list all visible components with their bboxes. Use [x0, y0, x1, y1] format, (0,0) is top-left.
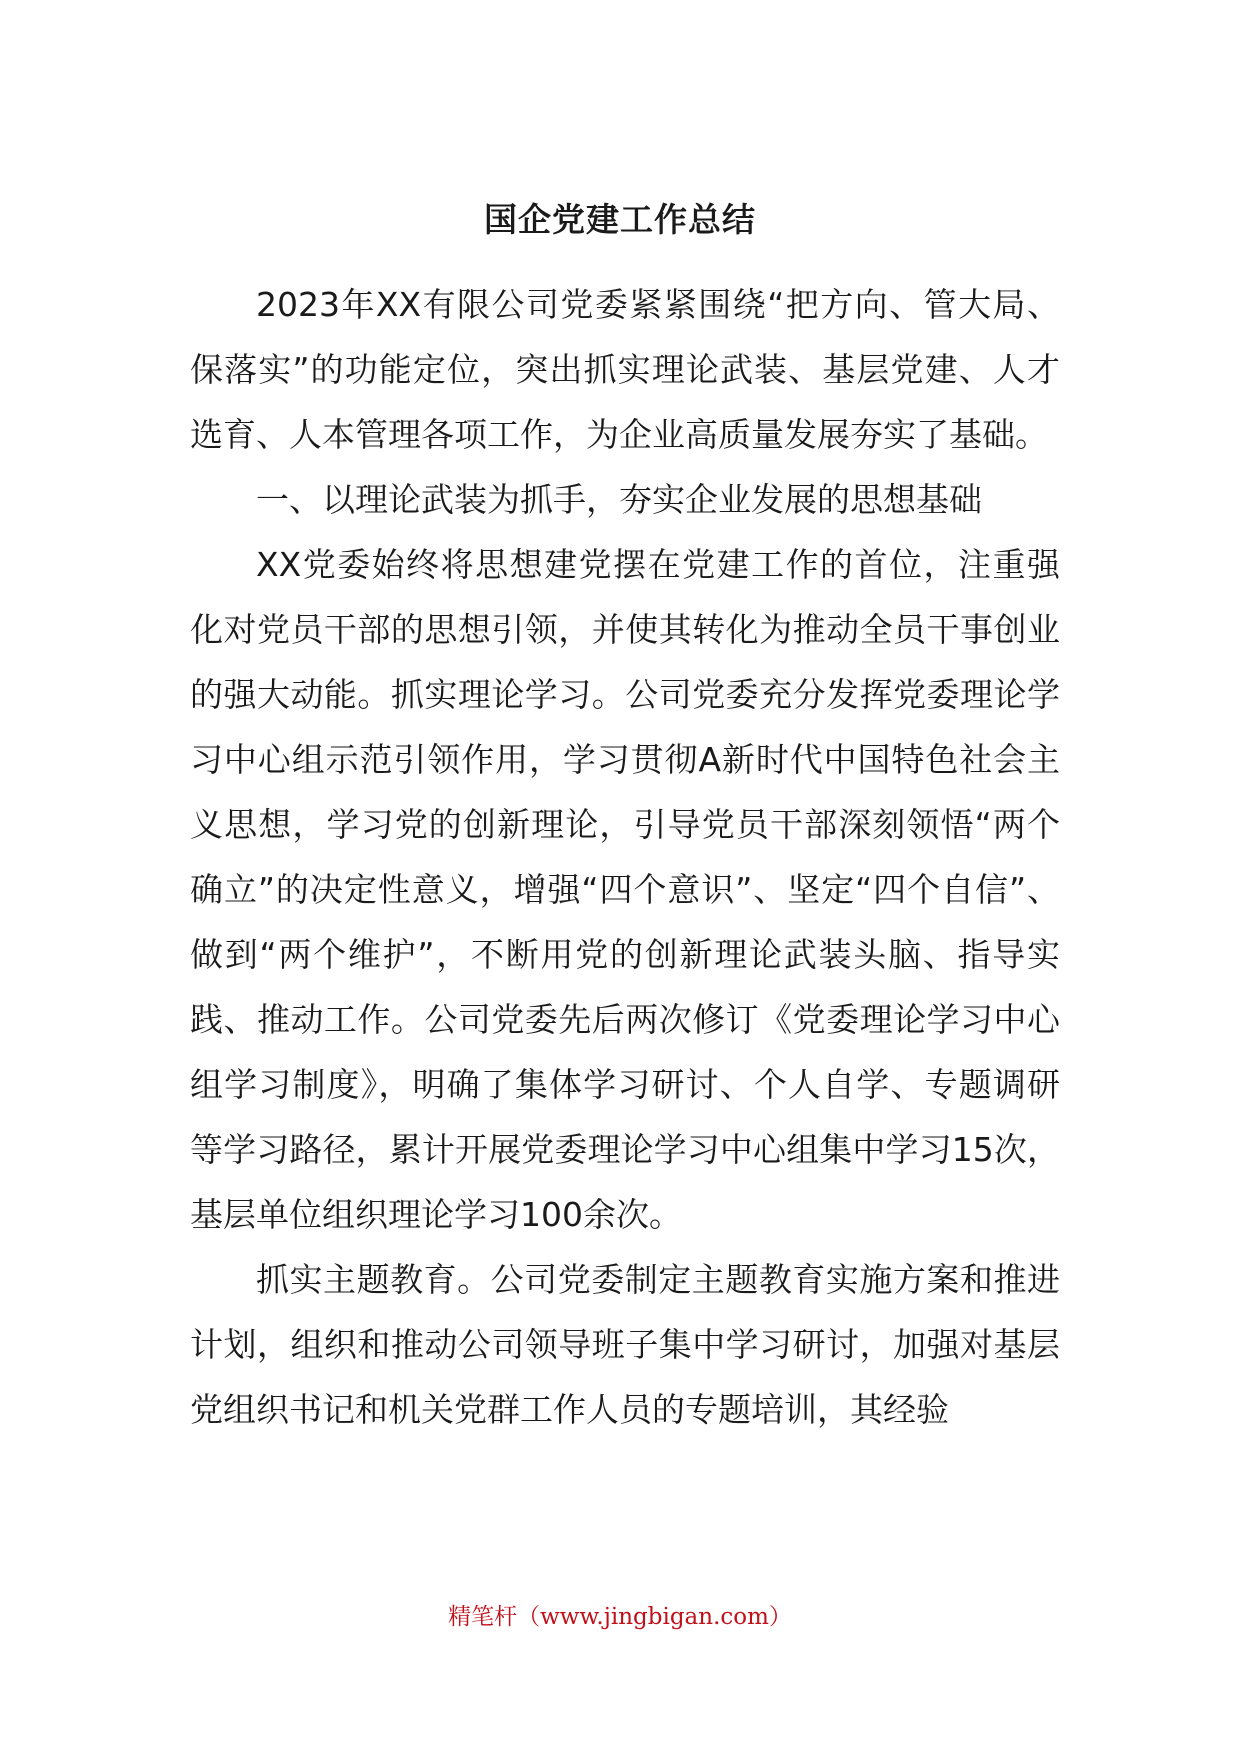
footer-watermark: 精笔杆（www.jingbigan.com） [448, 1604, 792, 1630]
paragraph-theory-study: XX党委始终将思想建党摆在党建工作的首位，注重强化对党员干部的思想引领，并使其转化为推动全员干事创业的强大动能。抓实理论学习。公司党委充分发挥党委理论学习中心组示范引领作用，学习贯彻A新时代中国特色社会主义思想，学习党的创新理论，引导党员干部深刻领悟“两个确立”的决定性意义，增强“四个意识”、坚定“四个自信”、做到“两个维护”，不断用党的创新理论武装头脑、指导实践、推动工作。公司党委先后两次修订《党委理论学习中心组学习制度》，明确了集体学习研讨、个人自学、专题调研等学习路径，累计开展党委理论学习中心组集中学习15次，基层单位组织理论学习100余次。 [190, 545, 1060, 1234]
section-heading-1: 一、以理论武装为抓手，夯实企业发展的思想基础 [256, 480, 982, 519]
document-body [190, 272, 1060, 1442]
document-title: 国企党建工作总结 [484, 200, 756, 239]
paragraph-intro: 2023年XX有限公司党委紧紧围绕“把方向、管大局、保落实”的功能定位，突出抓实理论武装、基层党建、人才选育、人本管理各项工作，为企业高质量发展夯实了基础。 [190, 285, 1060, 454]
paragraph-theme-education: 抓实主题教育。公司党委制定主题教育实施方案和推进计划，组织和推动公司领导班子集中学习研讨，加强对基层党组织书记和机关党群工作人员的专题培训，其经验 [190, 1260, 1060, 1429]
